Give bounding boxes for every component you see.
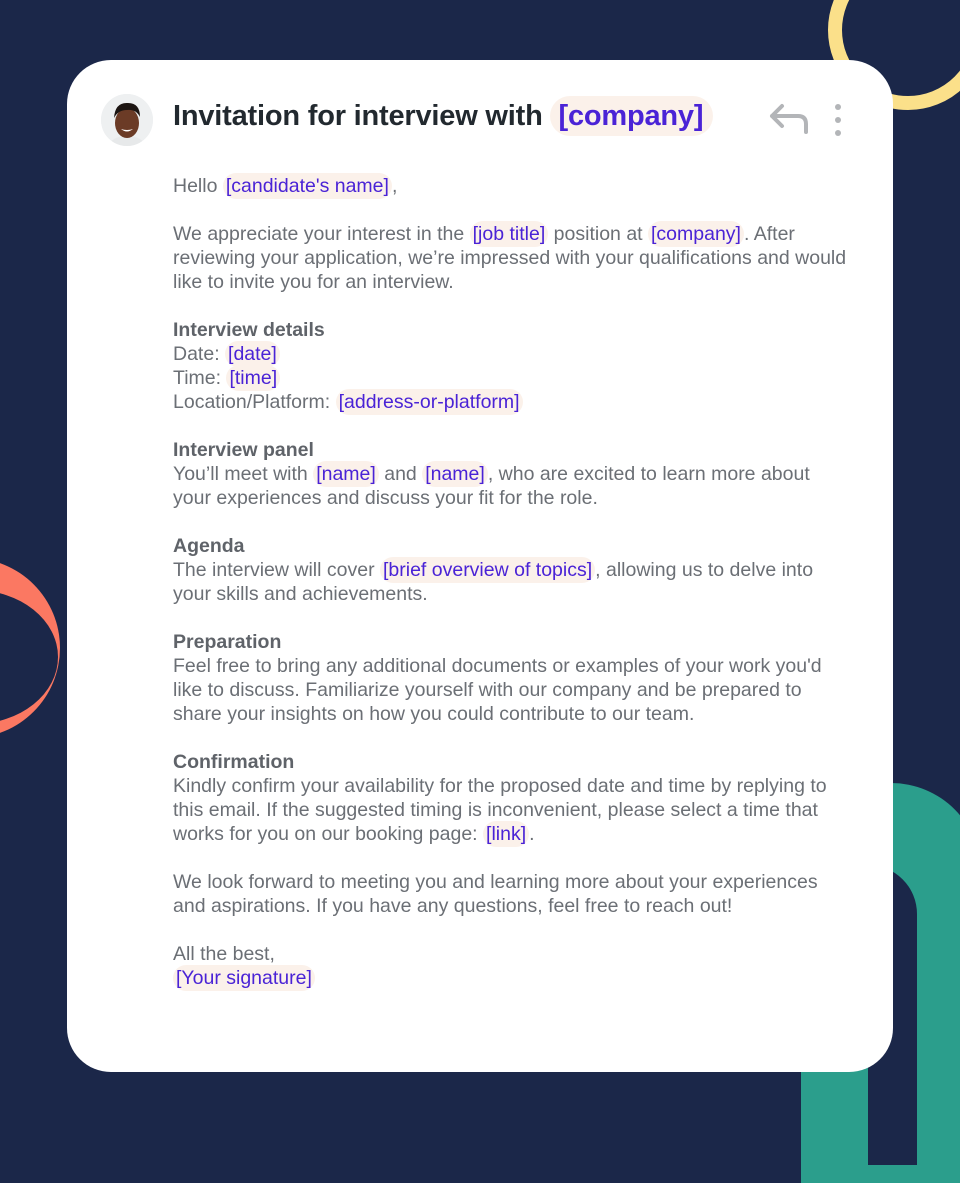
interview-panel-section <box>173 438 853 510</box>
placeholder-signature[interactable]: [Your signature] <box>173 965 315 991</box>
email-subject <box>173 100 713 133</box>
placeholder-time[interactable]: [time] <box>226 365 280 391</box>
panel-text: , who are excited to learn more about your experiences and discuss your fit for the role. <box>173 463 810 509</box>
section-heading: Interview details <box>173 319 325 341</box>
placeholder-candidate-name[interactable]: [candidate's name] <box>223 173 392 199</box>
person-avatar-icon <box>101 94 153 146</box>
placeholder-name[interactable]: [name] <box>313 461 379 487</box>
intro-text: . After reviewing your application, we’re impressed with your qualifications and would like to invite you for an interview. <box>173 223 847 293</box>
placeholder-link[interactable]: [link] <box>483 821 529 847</box>
time-label: Time: <box>173 367 227 389</box>
preparation-section <box>173 630 853 726</box>
greeting-text: Hello <box>173 175 223 197</box>
reply-arrow-icon <box>768 102 814 136</box>
section-heading: Preparation <box>173 631 282 653</box>
location-label: Location/Platform: <box>173 391 336 413</box>
more-options-button[interactable] <box>828 102 848 138</box>
preparation-text: Feel free to bring any additional documents or examples of your work you'd like to discuss. Familiarize yourself with our company and be prepared to share your insights on how you could contribute to our team. <box>173 655 822 725</box>
agenda-section <box>173 534 853 606</box>
confirmation-text: Kindly confirm your availability for the proposed date and time by replying to this email. If the suggested timing is inconvenient, please select a time that works for you on our booking page: <box>173 775 827 845</box>
intro-text: We appreciate your interest in the <box>173 223 470 245</box>
placeholder-date[interactable]: [date] <box>225 341 280 367</box>
subject-text: Invitation for interview with <box>173 100 551 132</box>
intro-paragraph <box>173 222 853 294</box>
greeting-suffix: , <box>391 175 398 197</box>
confirmation-section <box>173 750 853 846</box>
email-body <box>173 174 853 1014</box>
date-label: Date: <box>173 343 226 365</box>
confirmation-text: . <box>529 823 535 845</box>
agenda-text: , allowing us to delve into your skills and achievements. <box>173 559 814 605</box>
vertical-ellipsis-icon <box>828 102 848 138</box>
agenda-text: The interview will cover <box>173 559 380 581</box>
signoff-text: All the best, <box>173 943 275 965</box>
placeholder-name[interactable]: [name] <box>422 461 488 487</box>
greeting <box>173 174 853 198</box>
signoff-block <box>173 942 853 990</box>
reply-button[interactable] <box>768 102 814 136</box>
panel-text: and <box>378 463 423 485</box>
section-heading: Agenda <box>173 535 245 557</box>
sender-avatar[interactable] <box>101 94 153 146</box>
closing-paragraph: We look forward to meeting you and learning more about your experiences and aspirations. If you have any questions, feel free to reach out! <box>173 871 818 917</box>
panel-text: You’ll meet with <box>173 463 314 485</box>
intro-text: position at <box>548 223 648 245</box>
placeholder-location[interactable]: [address-or-platform] <box>336 389 523 415</box>
placeholder-topics[interactable]: [brief overview of topics] <box>380 557 595 583</box>
section-heading: Interview panel <box>173 439 314 461</box>
placeholder-company[interactable]: [company] <box>648 221 744 247</box>
section-heading: Confirmation <box>173 751 295 773</box>
placeholder-company[interactable]: [company] <box>550 96 713 136</box>
interview-details-section <box>173 318 853 414</box>
placeholder-job-title[interactable]: [job title] <box>470 221 549 247</box>
